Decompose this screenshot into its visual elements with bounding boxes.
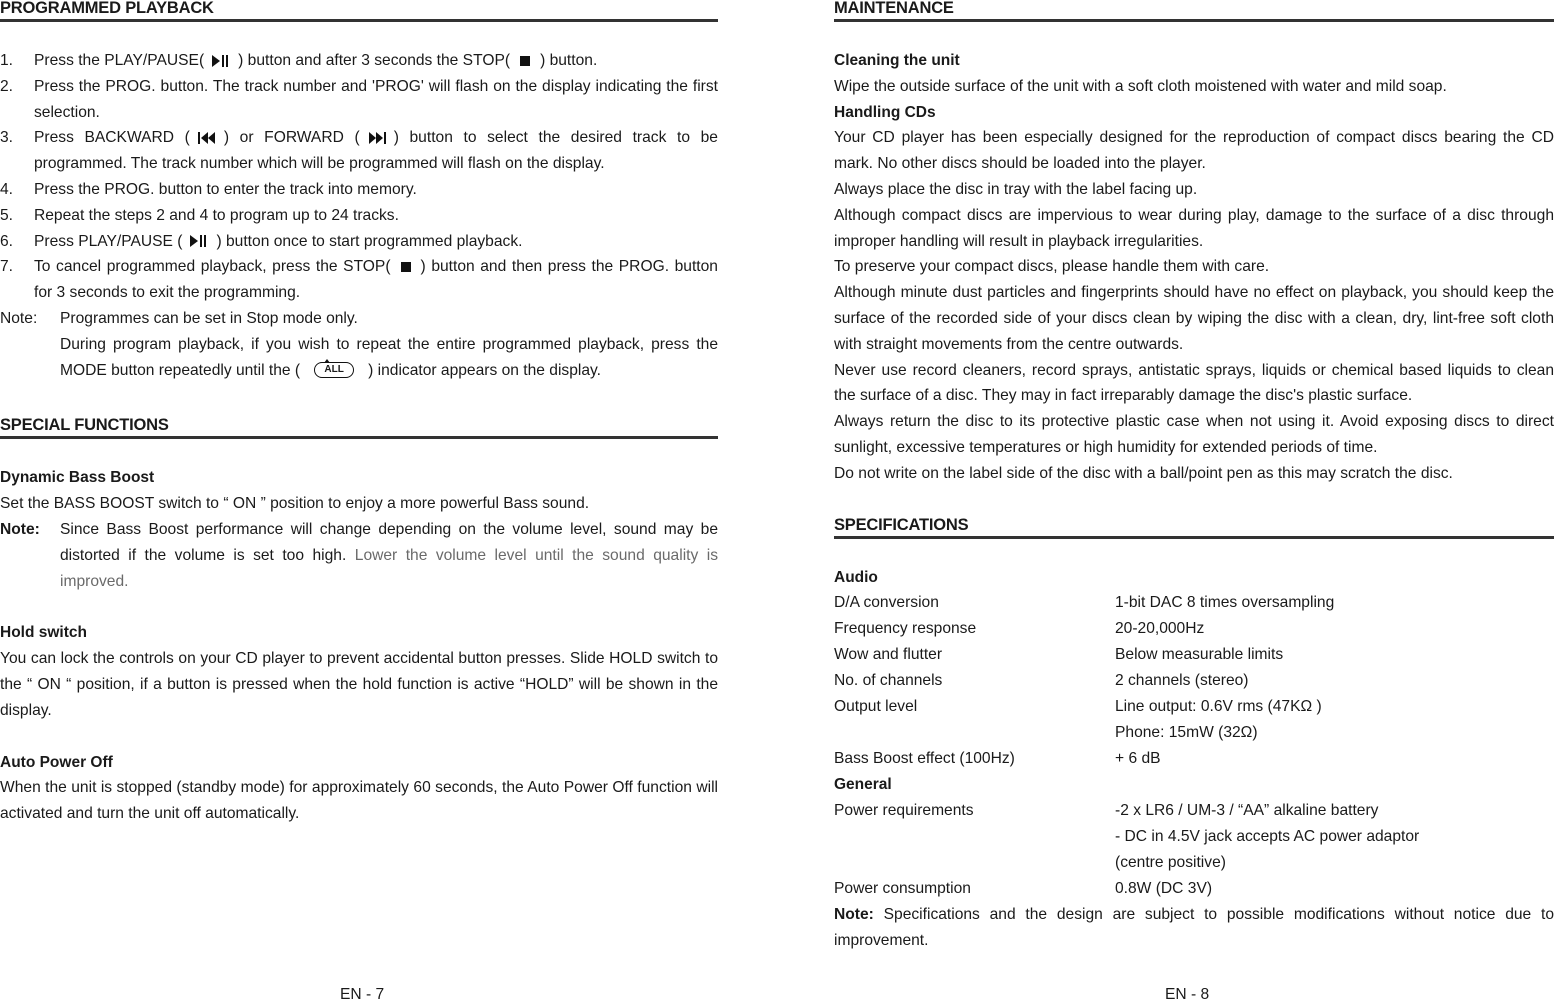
audio-specs-table [834, 590, 1554, 772]
step-item [0, 254, 718, 306]
maintenance-paragraph: Although compact discs are impervious to wear during play, damage to the surface of a disc through improper handling will result in playback irregularities. [834, 206, 1554, 250]
cleaning-heading: Cleaning the unit [834, 52, 960, 69]
maintenance-paragraph: Do not write on the label side of the disc with a ball/point pen as this may scratch the disc. [834, 464, 1453, 482]
programmed-steps-list [0, 48, 718, 306]
stop-icon [401, 262, 411, 272]
step-text: ) button. [540, 52, 598, 69]
bass-boost-text: Set the BASS BOOST switch to “ ON ” position to enjoy a more powerful Bass sound. [0, 495, 590, 513]
play-pause-icon [208, 54, 234, 68]
step-text: To cancel programmed playback, press the STOP( [34, 258, 391, 276]
note-text: Specifications and the design are subject to possible modifications without notice due to improvement. [834, 906, 1554, 949]
note-text: Programmes can be set in Stop mode only. [60, 309, 358, 327]
spec-row [834, 746, 1554, 772]
section-heading: PROGRAMMED PLAYBACK [0, 0, 214, 17]
programmed-note-2 [0, 332, 718, 384]
step-text: Repeat the steps 2 and 4 to program up to 24 tracks. [34, 206, 399, 224]
note-text-gray: Lower the volume level until the sound quality is improved. [60, 546, 718, 590]
note-label: Note: [834, 906, 874, 924]
cleaning-text: Wipe the outside surface of the unit with a soft cloth moistened with water and mild soap. [834, 77, 1447, 95]
title-rule [0, 436, 718, 439]
spec-key [834, 824, 1115, 850]
hold-switch-text: You can lock the controls on your CD player to prevent accidental button presses. Slide HOLD switch to the “ ON “ position, if a button is pressed when the hold function is active “HOLD” will be shown in the display. [0, 650, 718, 719]
title-rule [0, 19, 718, 22]
auto-power-off-heading: Auto Power Off [0, 753, 113, 771]
step-number: 7. [0, 258, 14, 276]
section-heading: SPECIAL FUNCTIONS [0, 416, 169, 435]
spec-key: D/A conversion [834, 594, 939, 612]
step-text: Press the PLAY/PAUSE( [34, 52, 205, 69]
note-label: Note: [0, 520, 40, 538]
step-text: Press the PROG. button to enter the track into memory. [34, 180, 417, 198]
spec-row [834, 720, 1554, 746]
skip-forward-icon [364, 131, 390, 145]
skip-backward-icon [194, 131, 220, 145]
programmed-playback-title [0, 0, 718, 22]
spec-row [834, 668, 1554, 694]
step-text: ) button once to start programmed playback. [216, 232, 523, 250]
maintenance-paragraph: Although minute dust particles and fingerprints should have no effect on playback, you should keep the surface of the recorded side of your discs clean by wiping the disc with a clean, dry, lint-free soft cloth with straight movements from the centre outwards. [834, 284, 1554, 353]
step-number: 3. [0, 129, 14, 147]
spec-row [834, 798, 1554, 824]
maintenance-paragraph: Always return the disc to its protective plastic case when not using it. Avoid exposing discs to direct sunlight, excessive temperatures or high humidity for extended periods of time. [834, 413, 1554, 456]
page-number-right: EN - 8 [1165, 986, 1210, 1003]
spec-row [834, 824, 1554, 850]
spec-value: + 6 dB [1115, 750, 1161, 768]
step-text: ) button to select the desired track to be programmed. The track number which will be programmed will flash on the display. [34, 129, 718, 173]
step-number: 6. [0, 232, 14, 250]
stop-icon [520, 56, 530, 66]
maintenance-title [834, 0, 1554, 22]
special-functions-title [0, 417, 718, 439]
spec-row [834, 616, 1554, 642]
maintenance-paragraph: Always place the disc in tray with the label facing up. [834, 180, 1198, 198]
spec-key: Wow and flutter [834, 646, 943, 664]
spec-row [834, 694, 1554, 720]
spec-key: Bass Boost effect (100Hz) [834, 750, 1015, 768]
bass-boost-heading: Dynamic Bass Boost [0, 469, 155, 487]
auto-power-off-text: When the unit is stopped (standby mode) for approximately 60 seconds, the Auto Power Off function will activated and turn the unit off automatically. [0, 779, 718, 823]
step-text: ) button and then press the PROG. button for 3 seconds to exit the programming. [34, 258, 718, 302]
spec-key: Output level [834, 698, 918, 716]
spec-key: Power consumption [834, 880, 971, 898]
spec-value: 2 channels (stereo) [1115, 672, 1249, 690]
spec-value: -2 x LR6 / UM-3 / “AA” alkaline battery [1115, 802, 1379, 820]
spec-value: Phone: 15mW (32Ω) [1115, 724, 1258, 742]
step-text: ) or FORWARD ( [223, 129, 360, 147]
play-pause-icon [186, 234, 212, 248]
section-heading: MAINTENANCE [834, 0, 954, 17]
spec-value: - DC in 4.5V jack accepts AC power adaptor [1115, 828, 1420, 846]
spec-row [834, 642, 1554, 668]
spec-value: (centre positive) [1115, 854, 1226, 872]
left-page [0, 0, 718, 827]
general-specs-table [834, 798, 1554, 902]
step-number: 1. [0, 52, 14, 69]
spec-key: No. of channels [834, 672, 943, 690]
maintenance-paragraph: To preserve your compact discs, please handle them with care. [834, 258, 1270, 276]
step-text: Press BACKWARD ( [34, 129, 190, 147]
note-text: During program playback, if you wish to repeat the entire programmed playback, press the MODE button repeatedly until the ( [60, 335, 718, 379]
programmed-note [0, 306, 718, 332]
title-rule [834, 536, 1554, 539]
spec-key: Power requirements [834, 802, 974, 820]
note-label: Note: [0, 309, 38, 327]
spec-key [834, 850, 1115, 876]
note-text: ) indicator appears on the display. [368, 361, 601, 379]
spec-value: 1-bit DAC 8 times oversampling [1115, 594, 1335, 612]
spec-row [834, 590, 1554, 616]
step-number: 2. [0, 77, 14, 95]
spec-key [834, 720, 1115, 746]
maintenance-paragraph: Your CD player has been especially designed for the reproduction of compact discs bearing the CD mark. No other discs should be loaded into the player. [834, 129, 1554, 173]
note-text: Since Bass Boost performance will change depending on the volume level, sound may be distorted if the volume is set too high. [60, 520, 718, 564]
step-item [0, 229, 718, 255]
step-number: 5. [0, 206, 14, 224]
step-item [0, 125, 718, 177]
repeat-all-indicator-icon: ALL [314, 362, 354, 378]
spec-key: Frequency response [834, 620, 977, 638]
specs-note [834, 902, 1554, 954]
spec-value: 0.8W (DC 3V) [1115, 880, 1213, 898]
bass-boost-note [0, 517, 718, 594]
note-text-block [56, 332, 718, 384]
spec-row [834, 850, 1554, 876]
step-text: Press the PROG. button. The track number and 'PROG' will flash on the display indicating the first selection. [34, 77, 718, 121]
specifications-title [834, 517, 1554, 539]
step-number: 4. [0, 180, 14, 198]
general-heading: General [834, 776, 892, 794]
maintenance-paragraph: Never use record cleaners, record sprays, antistatic sprays, liquids or chemical based liquids to clean the surface of a disc. They may in fact irreparably damage the disc's plastic surface. [834, 361, 1554, 405]
audio-heading: Audio [834, 568, 878, 586]
spec-row [834, 876, 1554, 902]
right-page [834, 0, 1554, 954]
hold-switch-heading: Hold switch [0, 624, 87, 642]
step-item [0, 48, 718, 74]
section-heading: SPECIFICATIONS [834, 515, 969, 534]
step-item [0, 177, 718, 203]
spec-value: 20-20,000Hz [1115, 620, 1205, 638]
step-item [0, 74, 718, 126]
title-rule [834, 19, 1554, 22]
step-text: Press PLAY/PAUSE ( [34, 232, 183, 250]
handling-heading: Handling CDs [834, 103, 936, 121]
step-text: ) button and after 3 seconds the STOP( [238, 52, 511, 69]
page-number-left: EN - 7 [340, 986, 385, 1003]
spec-value: Line output: 0.6V rms (47KΩ ) [1115, 698, 1322, 716]
spec-value: Below measurable limits [1115, 646, 1284, 664]
step-item [0, 203, 718, 229]
